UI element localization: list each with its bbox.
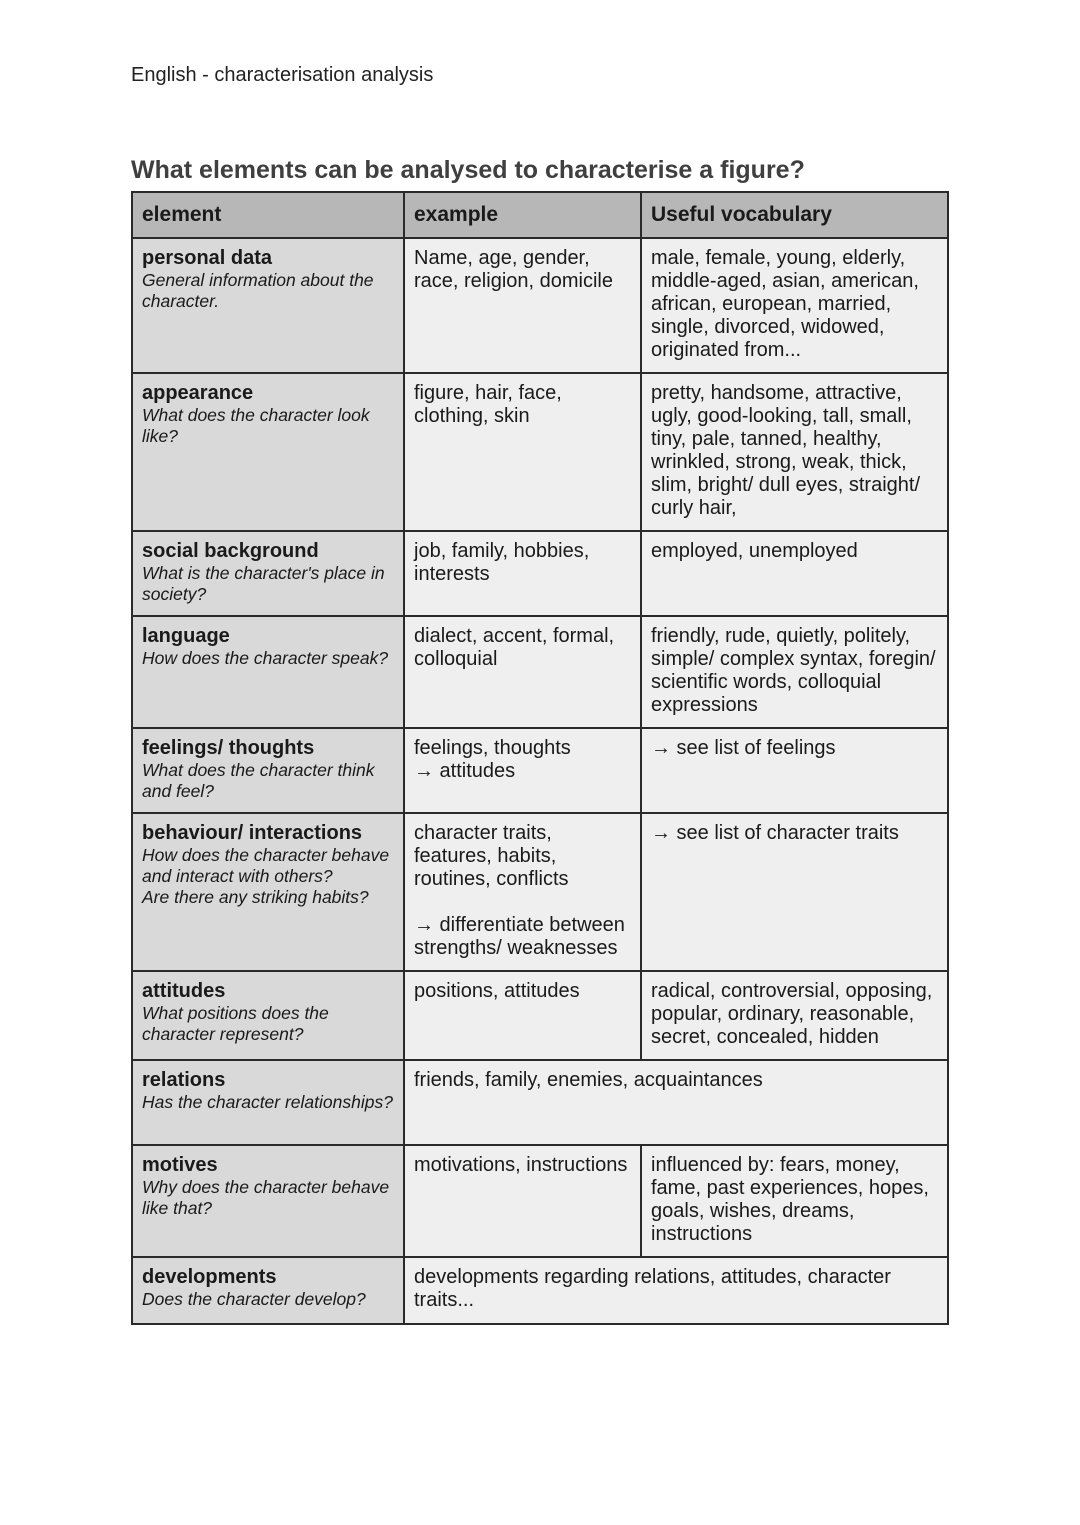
element-title: social background	[142, 540, 319, 562]
element-description: Has the character relationships?	[142, 1092, 393, 1112]
example-text: feelings, thoughts → attitudes	[414, 737, 571, 782]
element-title: attitudes	[142, 980, 226, 1002]
example-cell	[404, 1145, 641, 1257]
table-row	[132, 971, 948, 1060]
element-cell	[132, 373, 404, 531]
characterisation-table	[131, 191, 949, 1325]
example-cell	[404, 373, 641, 531]
example-cell	[404, 728, 641, 813]
table-row	[132, 1145, 948, 1257]
element-title: developments	[142, 1266, 277, 1288]
example-text: character traits, features, habits, routines, conflicts	[414, 822, 569, 890]
column-header-example: example	[404, 192, 641, 238]
element-cell	[132, 238, 404, 373]
vocabulary-text: male, female, young, elderly, middle-aged, asian, american, african, european, married, single, divorced, widowed, originated from...	[651, 247, 919, 361]
element-cell	[132, 531, 404, 616]
example-text: motivations, instructions	[414, 1154, 628, 1176]
element-description: General information about the character.	[142, 270, 374, 311]
element-description: Does the character develop?	[142, 1289, 366, 1309]
vocabulary-text: → see list of character traits	[651, 822, 899, 844]
element-cell	[132, 971, 404, 1060]
table-row	[132, 813, 948, 971]
example-cell	[404, 813, 641, 971]
table-row	[132, 531, 948, 616]
vocabulary-text: pretty, handsome, attractive, ugly, good-looking, tall, small, tiny, pale, tanned, healthy, wrinkled, strong, weak, thick, slim, bright/ dull eyes, straight/ curly hair,	[651, 382, 920, 519]
element-description: How does the character speak?	[142, 648, 389, 668]
element-cell	[132, 813, 404, 971]
element-title: language	[142, 625, 230, 647]
example-text: job, family, hobbies, interests	[414, 540, 590, 585]
element-description: What is the character's place in society?	[142, 563, 385, 604]
table-row	[132, 238, 948, 373]
column-header-element: element	[132, 192, 404, 238]
vocabulary-cell	[641, 616, 948, 728]
example-text: positions, attitudes	[414, 980, 580, 1002]
document-header: English - characterisation analysis	[131, 64, 434, 86]
vocabulary-cell	[641, 728, 948, 813]
element-description: Why does the character behave like that?	[142, 1177, 390, 1218]
table-row	[132, 373, 948, 531]
element-description: What does the character look like?	[142, 405, 370, 446]
vocabulary-cell	[641, 971, 948, 1060]
example-note: → differentiate between strengths/ weaknesses	[414, 914, 625, 959]
example-cell	[404, 616, 641, 728]
table-row	[132, 1257, 948, 1324]
element-title: motives	[142, 1154, 218, 1176]
example-cell	[404, 238, 641, 373]
table-row	[132, 616, 948, 728]
merged-text: developments regarding relations, attitudes, character traits...	[414, 1266, 891, 1311]
element-title: relations	[142, 1069, 226, 1091]
table-header-row	[132, 192, 948, 238]
example-text: Name, age, gender, race, religion, domicile	[414, 247, 613, 292]
vocabulary-text: influenced by: fears, money, fame, past experiences, hopes, goals, wishes, dreams, instructions	[651, 1154, 929, 1245]
vocabulary-cell	[641, 238, 948, 373]
example-cell	[404, 531, 641, 616]
example-text: figure, hair, face, clothing, skin	[414, 382, 562, 427]
element-title: behaviour/ interactions	[142, 822, 363, 844]
element-cell	[132, 616, 404, 728]
merged-cell	[404, 1257, 948, 1324]
element-cell	[132, 1060, 404, 1145]
vocabulary-cell	[641, 373, 948, 531]
element-title: personal data	[142, 247, 273, 269]
element-title: feelings/ thoughts	[142, 737, 315, 759]
vocabulary-cell	[641, 813, 948, 971]
vocabulary-cell	[641, 531, 948, 616]
table-row	[132, 1060, 948, 1145]
element-description: What positions does the character represent?	[142, 1003, 329, 1044]
merged-cell	[404, 1060, 948, 1145]
example-cell	[404, 971, 641, 1060]
page-title: What elements can be analysed to characterise a figure?	[131, 156, 805, 184]
element-cell	[132, 728, 404, 813]
example-text: dialect, accent, formal, colloquial	[414, 625, 615, 670]
element-cell	[132, 1145, 404, 1257]
vocabulary-text: → see list of feelings	[651, 737, 836, 759]
vocabulary-text: radical, controversial, opposing, popular, ordinary, reasonable, secret, concealed, hidden	[651, 980, 933, 1048]
vocabulary-text: friendly, rude, quietly, politely, simple/ complex syntax, foregin/ scientific words, colloquial expressions	[651, 625, 936, 716]
vocabulary-cell	[641, 1145, 948, 1257]
column-header-vocabulary: Useful vocabulary	[641, 192, 948, 238]
merged-text: friends, family, enemies, acquaintances	[414, 1069, 763, 1091]
element-description: How does the character behave and interact with others? Are there any striking habits?	[142, 845, 390, 907]
element-cell	[132, 1257, 404, 1324]
vocabulary-text: employed, unemployed	[651, 540, 858, 562]
element-description: What does the character think and feel?	[142, 760, 375, 801]
element-title: appearance	[142, 382, 254, 404]
table-row	[132, 728, 948, 813]
